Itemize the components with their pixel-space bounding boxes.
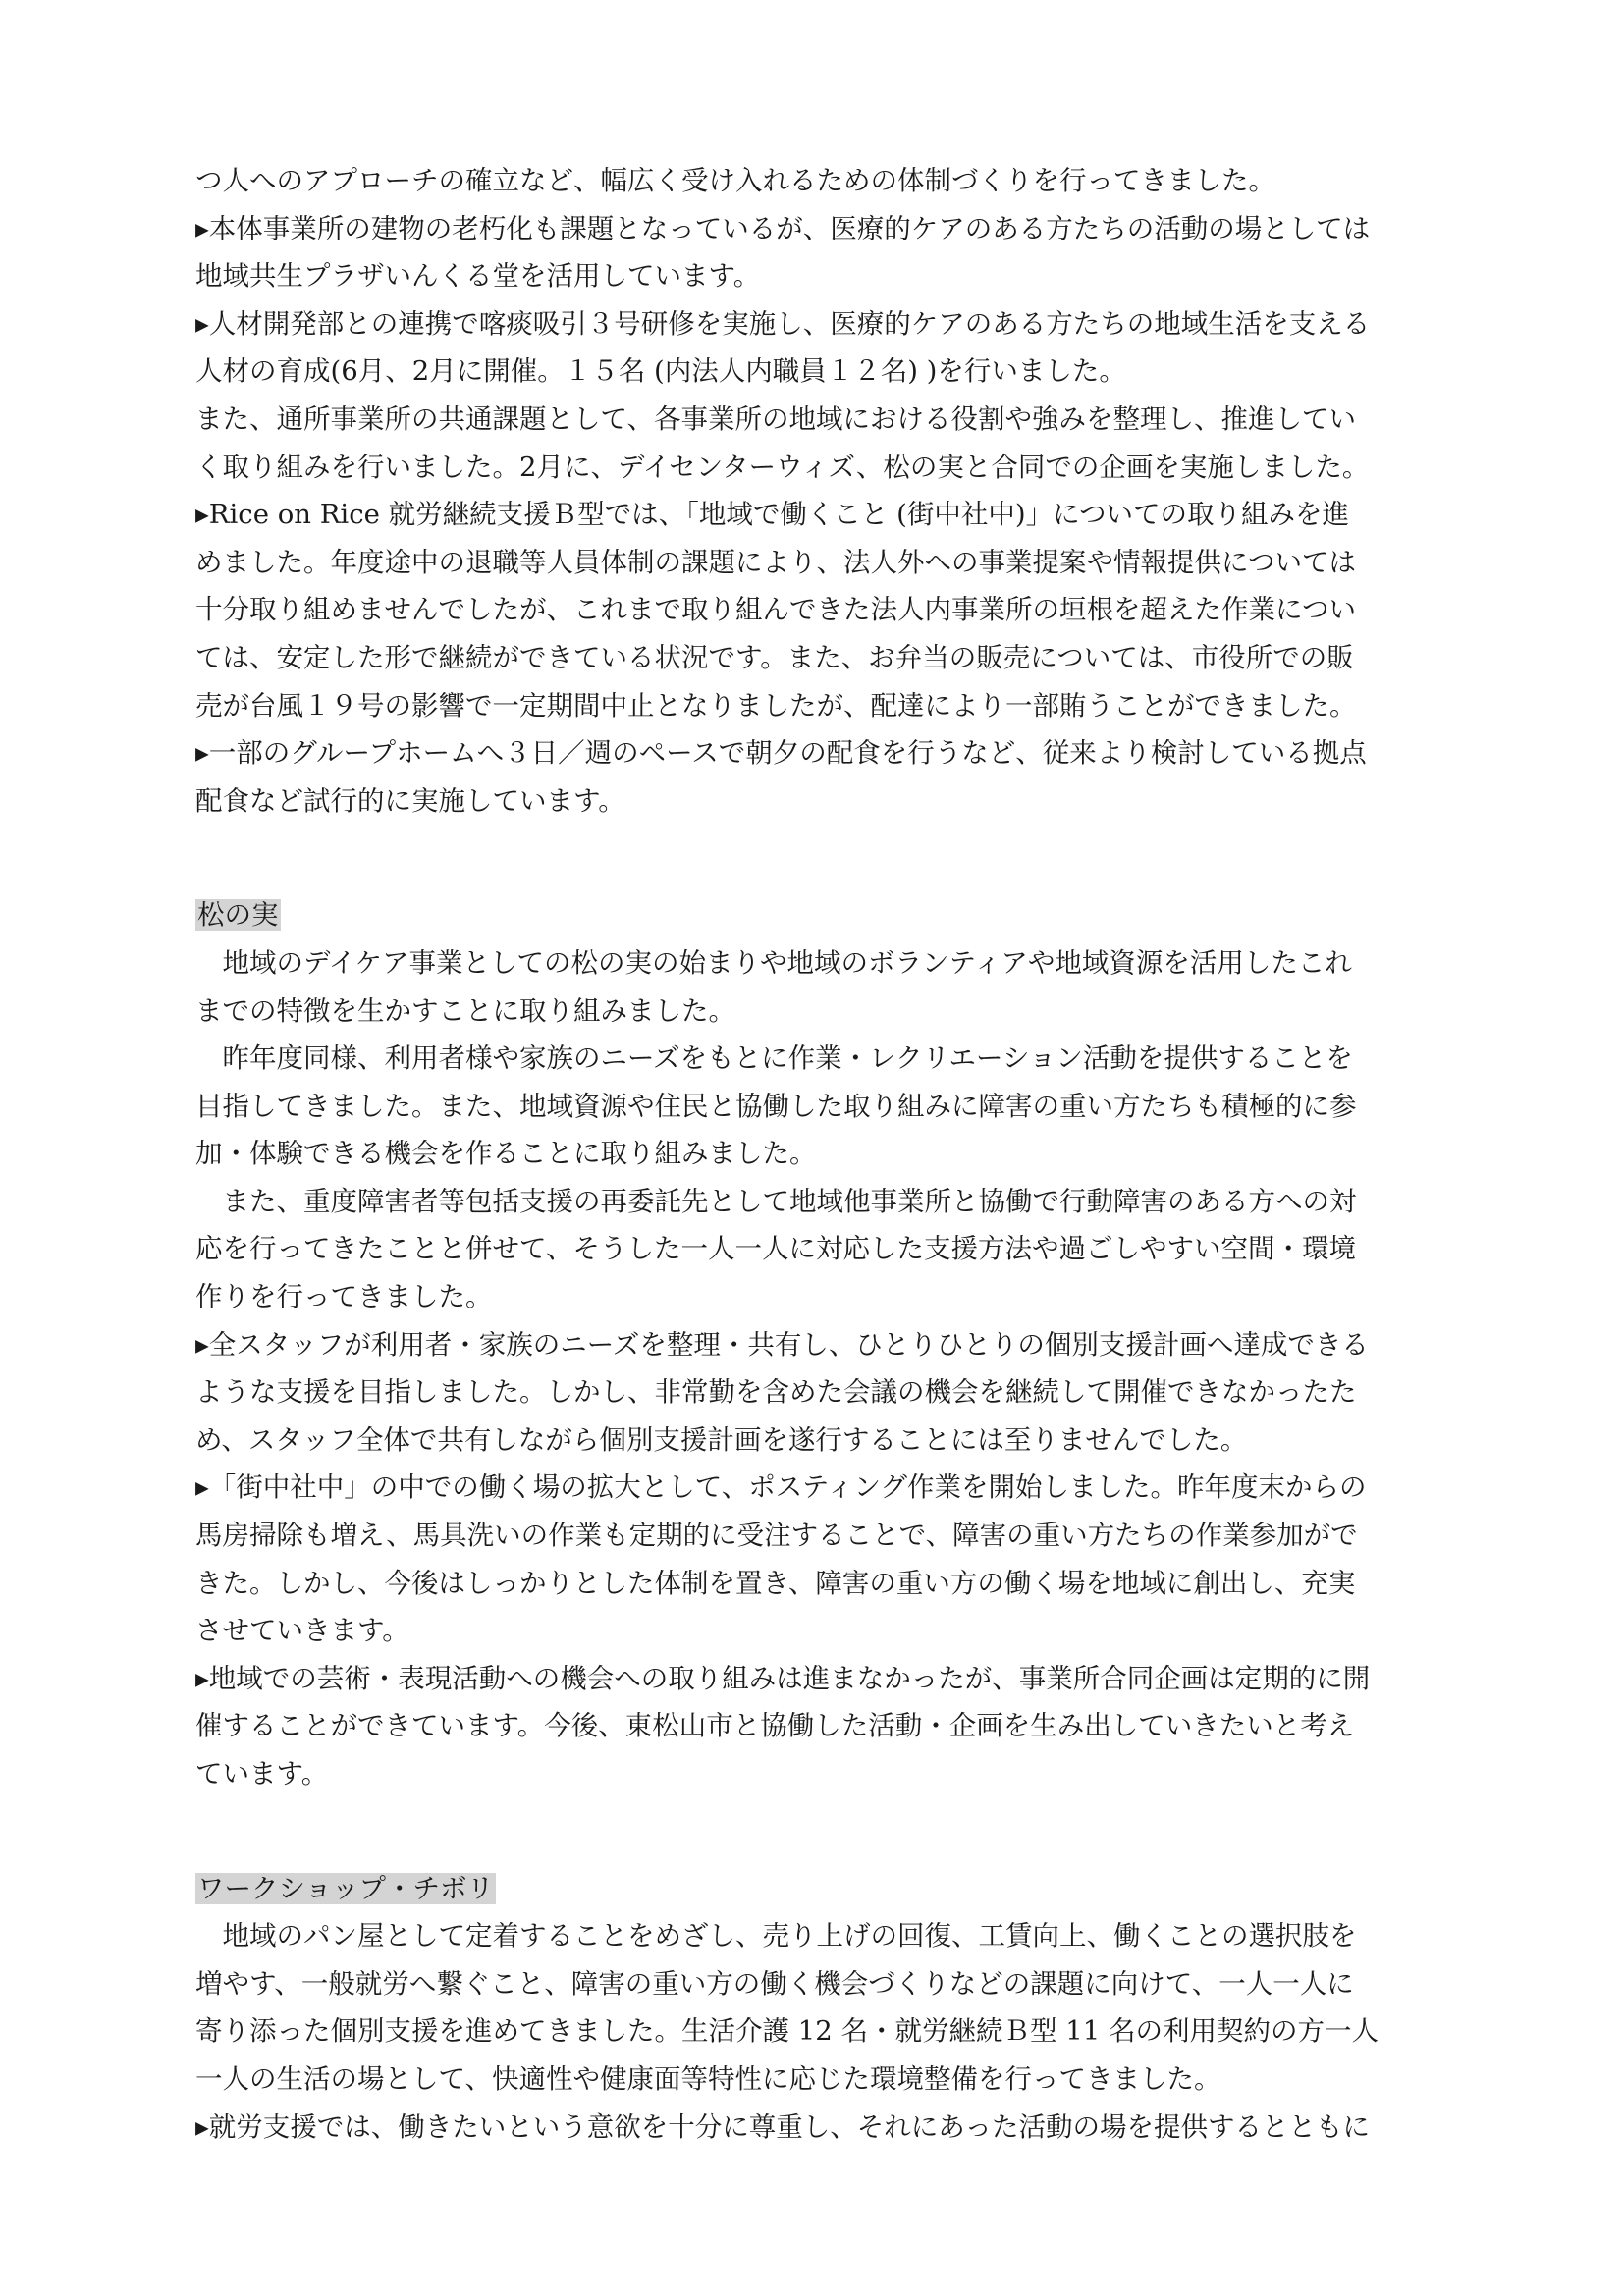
section-heading (195, 891, 1442, 939)
document-page (195, 157, 1442, 2151)
paragraph-line: 目指してきました。また、地域資源や住民と協働した取り組みに障害の重い方たちも積極的に参 (195, 1090, 1357, 1122)
section-spacer (195, 1798, 1442, 1865)
paragraph-line: 地域共生プラザいんくる堂を活用しています。 (195, 260, 761, 293)
paragraph-line: 一人の生活の場として、快適性や健康面等特性に応じた環境整備を行ってきました。 (195, 2062, 1221, 2095)
paragraph-line: 地域のデイケア事業としての松の実の始まりや地域のボランティアや地域資源を活用したこれ (195, 946, 1352, 979)
paragraph-line: 売が台風１９号の影響で一定期間中止となりましたが、配達により一部賄うことができました。 (195, 689, 1357, 721)
paragraph-line: ては、安定した形で継続ができている状況です。また、お弁当の販売については、市役所での販 (195, 641, 1354, 673)
paragraph-line: 増やす、一般就労へ繋ぐこと、障害の重い方の働く機会づくりなどの課題に向けて、一人一人に (195, 1967, 1354, 2000)
paragraph-line: ▸全スタッフが利用者・家族のニーズを整理・共有し、ひとりひとりの個別支援計画へ達成できる (195, 1328, 1369, 1361)
section-matsunomi (195, 891, 1442, 1797)
paragraph-line: 十分取り組めませんでしたが、これまで取り組んできた法人内事業所の垣根を超えた作業につい (195, 594, 1356, 626)
paragraph-line: め、スタッフ全体で共有しながら個別支援計画を遂行することには至りませんでした。 (195, 1423, 1248, 1456)
paragraph-line: ▸地域での芸術・表現活動への機会への取り組みは進まなかったが、事業所合同企画は定期的に開 (195, 1662, 1371, 1694)
paragraph-line: 馬房掃除も増え、馬具洗いの作業も定期的に受注することで、障害の重い方たちの作業参加がで (195, 1520, 1358, 1552)
section-spacer (195, 825, 1442, 891)
section-intro (195, 157, 1442, 825)
section-workshop-chibori (195, 1865, 1442, 2152)
paragraph-line: く取り組みを行いました。2月に、デイセンターウィズ、松の実と合同での企画を実施しました。 (195, 451, 1370, 483)
paragraph-line: 作りを行ってきました。 (195, 1281, 493, 1313)
section-heading (195, 1865, 1442, 1913)
paragraph-line: 配食など試行的に実施しています。 (195, 784, 625, 817)
paragraph-line: ています。 (195, 1758, 329, 1789)
paragraph-line: 加・体験できる機会を作ることに取り組みました。 (195, 1138, 817, 1170)
section-heading-text: 松の実 (197, 899, 279, 932)
paragraph-line: つ人へのアプローチの確立など、幅広く受け入れるための体制づくりを行ってきました。 (195, 165, 1275, 196)
paragraph-line: 応を行ってきたことと併せて、そうした一人一人に対応した支援方法や過ごしやすい空間・環境 (195, 1233, 1356, 1265)
paragraph-line: ▸本体事業所の建物の老朽化も課題となっているが、医療的ケアのある方たちの活動の場としては (195, 212, 1371, 244)
paragraph-line: また、通所事業所の共通課題として、各事業所の地域における役割や強みを整理し、推進してい (195, 402, 1356, 435)
paragraph-line: 地域のパン屋として定着することをめざし、売り上げの回復、工賃向上、働くことの選択肢を (195, 1920, 1357, 1952)
paragraph-line: きた。しかし、今後はしっかりとした体制を置き、障害の重い方の働く場を地域に創出し、充実 (195, 1567, 1356, 1599)
paragraph-line: 人材の育成(6月、2月に開催。１５名 (内法人内職員１２名) )を行いました。 (195, 355, 1126, 388)
paragraph-line: 昨年度同様、利用者様や家族のニーズをもとに作業・レクリエーション活動を提供することを (195, 1042, 1353, 1075)
paragraph-line: までの特徴を生かすことに取り組みました。 (195, 994, 735, 1027)
paragraph-line: ▸「街中社中」の中での働く場の拡大として、ポスティング作業を開始しました。昨年度末からの (195, 1471, 1367, 1504)
section-heading-text: ワークショップ・チボリ (197, 1872, 494, 1904)
paragraph-line: ▸Rice on Rice 就労継続支援Ｂ型では、「地域で働くこと (街中社中)」についての取り組みを進 (195, 499, 1350, 531)
paragraph-line: ▸就労支援では、働きたいという意欲を十分に尊重し、それにあった活動の場を提供するとともに (195, 2110, 1371, 2143)
paragraph-line: 寄り添った個別支援を進めてきました。生活介護 12 名・就労継続Ｂ型 11 名の利用契約の方一人 (195, 2015, 1379, 2048)
paragraph-line: めました。年度途中の退職等人員体制の課題により、法人外への事業提案や情報提供については (195, 546, 1356, 578)
paragraph-line: ような支援を目指しました。しかし、非常勤を含めた会議の機会を継続して開催できなかったた (195, 1376, 1357, 1409)
paragraph-line: させていきます。 (195, 1615, 409, 1647)
paragraph-line: ▸一部のグループホームへ３日／週のペースで朝夕の配食を行うなど、従来より検討している拠点 (195, 737, 1367, 770)
paragraph-line: ▸人材開発部との連携で喀痰吸引３号研修を実施し、医療的ケアのある方たちの地域生活を支える (195, 307, 1371, 340)
paragraph-line: 催することができています。今後、東松山市と協働した活動・企画を生み出していきたいと考え (195, 1710, 1355, 1742)
paragraph-line: また、重度障害者等包括支援の再委託先として地域他事業所と協働で行動障害のある方への対 (195, 1185, 1357, 1217)
